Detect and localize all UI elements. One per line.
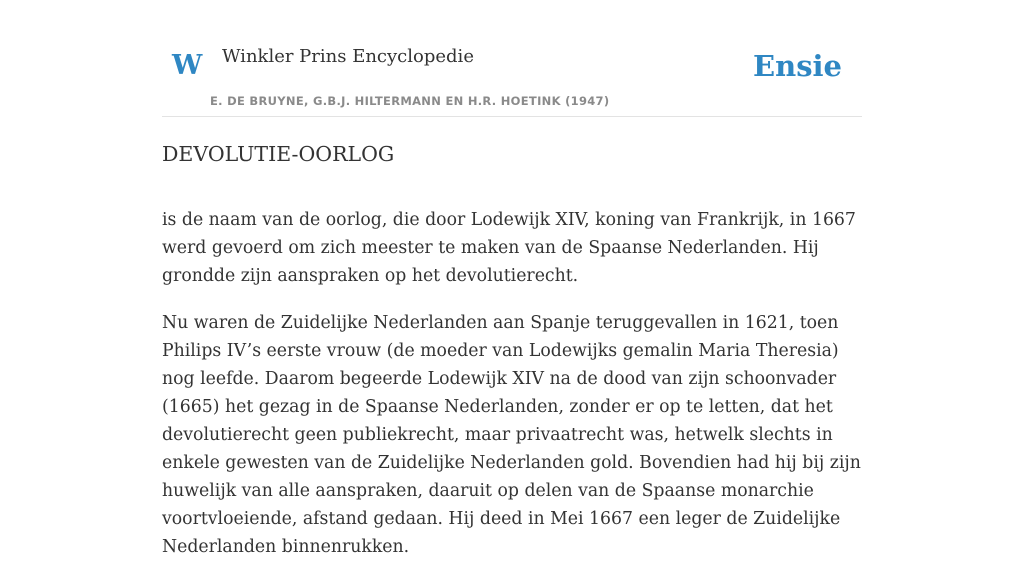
article-paragraph: is de naam van de oorlog, die door Lodewijk XIV, koning van Frankrijk, in 1667 werd gevoerd om zich meester te maken van de Spaanse Nederlanden. Hij grondde zijn aanspraken op het devolutierecht. <box>162 210 856 286</box>
article-title: DEVOLUTIE-OORLOG <box>162 142 395 166</box>
article-paragraph: Nu waren de Zuidelijke Nederlanden aan Spanje teruggevallen in 1621, toen Philips IV’s eerste vrouw (de moeder van Lodewijks gemalin Maria Theresia) nog leefde. Daarom begeerde Lodewijk XIV na de dood van zijn schoonvader (1665) het gezag in de Spaanse Nederlanden, zonder er op te letten, dat het devolutierecht geen publiekrecht, maar privaatrecht was, hetwelk slechts in enkele gewesten van de Zuidelijke Nederlanden gold. Bovendien had hij bij zijn huwelijk van alle aanspraken, daaruit op delen van de Spaanse monarchie voortvloeiende, afstand gedaan. Hij deed in Mei 1667 een leger de Zuidelijke Nederlanden binnenrukken. <box>162 313 861 557</box>
article <box>162 138 862 561</box>
publication-title[interactable]: Winkler Prins Encyclopedie <box>222 46 474 67</box>
ensie-logo[interactable]: Ensie <box>753 49 842 83</box>
publication-header <box>162 0 862 117</box>
publication-authors: E. DE BRUYNE, G.B.J. HILTERMANN EN H.R. HOETINK (1947) <box>210 94 610 108</box>
winkler-prins-logo[interactable]: W <box>172 50 203 81</box>
